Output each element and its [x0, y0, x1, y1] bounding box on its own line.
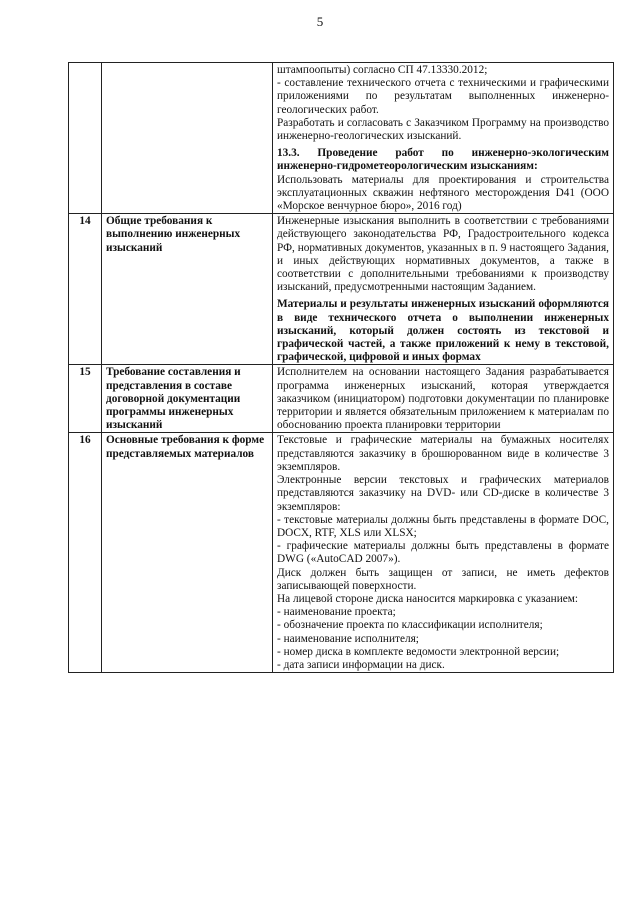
paragraph: Диск должен быть защищен от записи, не иметь дефектов записывающей поверхности.: [277, 566, 609, 592]
page-number: 5: [316, 14, 324, 29]
paragraph: Материалы и результаты инженерных изысканий оформляются в виде технического отчета о выполнении инженерных изысканий, который должен состоять из текстовой и графической частей, а также приложений к нему в текстовой, графической, цифровой и иных формах: [277, 298, 609, 364]
paragraph: Исполнителем на основании настоящего Задания разрабатывается программа инженерных изысканий, которая утверждается заказчиком (инициатором) подготовки документации по планировке территории и является обязательным приложением к материалам по обоснованию проекта планировки территории: [277, 366, 609, 432]
paragraph: Текстовые и графические материалы на бумажных носителях представляются заказчику в брошюрованном виде в количестве 3 экземпляров.: [277, 434, 609, 473]
list-item: - наименование исполнителя;: [277, 632, 419, 645]
paragraph: - составление технического отчета с техническими и графическими приложениями по результатам выполненных инженерно-геологических работ.: [277, 77, 609, 116]
row-number: 14: [69, 214, 102, 365]
row-title: Требование составления и представления в составе договорной документации программы инженерных изысканий: [102, 365, 273, 433]
row-title: Основные требования к форме представляемых материалов: [102, 433, 273, 673]
row-title: Общие требования к выполнению инженерных изысканий: [102, 214, 273, 365]
table-row: [69, 214, 614, 365]
row-number: [69, 63, 102, 214]
list-item: - наименование проекта;: [277, 606, 396, 619]
table-row: [69, 63, 614, 214]
paragraph: Использовать материалы для проектирования и строительства эксплуатационных скважин нефтяного месторождения D41 (ООО «Морское венчурное бюро», 2016 год): [277, 173, 609, 213]
paragraph: штампоопыты) согласно СП 47.13330.2012;: [277, 64, 488, 76]
row-title: [102, 63, 273, 214]
section-heading: 13.3. Проведение работ по инженерно-экологическим инженерно-гидрометеорологическим изысканиям:: [277, 147, 609, 173]
row-content: [273, 433, 614, 673]
list-item: - номер диска в комплекте ведомости электронной версии;: [277, 645, 560, 658]
paragraph: Разработать и согласовать с Заказчиком Программу на производство инженерно-геологических изысканий.: [277, 116, 609, 143]
row-number: 16: [69, 433, 102, 673]
list-item: - графические материалы должны быть представлены в формате DWG («AutoCAD 2007»).: [277, 540, 609, 566]
list-item: - дата записи информации на диск.: [277, 658, 445, 671]
list-item: - обозначение проекта по классификации исполнителя;: [277, 619, 543, 632]
row-content: [273, 63, 614, 214]
paragraph: На лицевой стороне диска наносится маркировка с указанием:: [277, 592, 579, 605]
table-row: [69, 433, 614, 673]
row-content: [273, 365, 614, 433]
row-number: 15: [69, 365, 102, 433]
paragraph: Электронные версии текстовых и графических материалов представляются заказчику на DVD- или CD-диске в количестве 3 экземпляров:: [277, 474, 609, 513]
list-item: - текстовые материалы должны быть представлены в формате DOC, DOCX, RTF, XLS или XLSX;: [277, 513, 609, 539]
requirements-table: [68, 62, 614, 673]
paragraph: Инженерные изыскания выполнить в соответствии с требованиями действующего законодательства РФ, Градостроительного кодекса РФ, нормативных документов, указанных в п. 9 настоящего Задания, и иных действующих нормативных документов, а также в соответствии с дополнительными требованиями к производству изысканий, предусмотренными настоящим Заданием.: [277, 215, 609, 294]
table-row: [69, 365, 614, 433]
row-content: [273, 214, 614, 365]
